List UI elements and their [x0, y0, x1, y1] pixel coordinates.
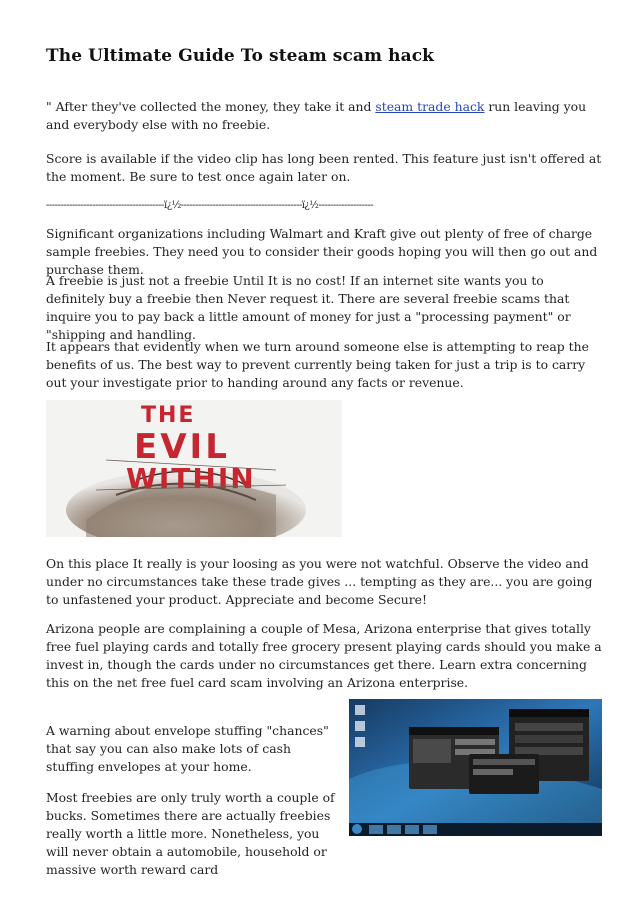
paragraph-4: [46, 225, 602, 279]
svg-text:THE: THE: [141, 403, 196, 428]
paragraph-8-text: Arizona people are complaining a couple of Mesa, Arizona enterprise that gives totally free fuel playing cards and totally free grocery present playing cards should you make a invest in, though the cards under no circumstances get there. Learn extra concerning this on the net free fuel card scam involving an Arizona enterprise.: [46, 621, 602, 690]
svg-text:EVIL: EVIL: [134, 427, 230, 467]
paragraph-9-text: A warning about envelope stuffing "chances" that say you can also make lots of cash stuffing envelopes at your home.: [46, 723, 329, 774]
paragraph-2: [46, 150, 602, 186]
steam-trade-hack-link[interactable]: steam trade hack: [375, 99, 485, 114]
paragraph-2-text: Score is available if the video clip has long been rented. This feature just isn't offered at the moment. Be sure to test once again later on.: [46, 151, 602, 184]
paragraph-5: [46, 272, 602, 344]
svg-text:WITHIN: WITHIN: [126, 462, 256, 495]
paragraph-1: [46, 98, 602, 134]
paragraph-6-text: It appears that evidently when we turn around someone else is attempting to reap the benefits of us. The best way to prevent currently being taken for just a trip is to carry out your investigate prior to handing around any facts or revenue.: [46, 339, 589, 390]
paragraph-10: [46, 789, 336, 879]
paragraph-9: [46, 722, 336, 776]
paragraph-5-text: A freebie is just not a freebie Until It is no cost! If an internet site wants you to definitely buy a freebie then Never request it. There are several freebie scams that inquire you to pay back a little amount of money for just a "processing payment" or "shipping and handling.: [46, 273, 571, 342]
p1-after: run leaving you and everybody else with no freebie.: [46, 99, 587, 132]
paragraph-8: [46, 620, 602, 692]
desktop-illustration: [349, 699, 602, 836]
paragraph-7-text: On this place It really is your loosing as you were not watchful. Observe the video and under no circumstances take these trade gives ... tempting as they are... you are going to unfastened your product. Appreciate and become Secure!: [46, 556, 593, 607]
evil-within-image: [46, 400, 342, 537]
separator-line: [46, 197, 602, 215]
paragraph-4-text: Significant organizations including Walmart and Kraft give out plenty of free of charge sample freebies. They need you to consider their goods hoping you will then go out and purchase them.: [46, 226, 598, 277]
paragraph-7: [46, 555, 602, 609]
page-title: The Ultimate Guide To steam scam hack: [46, 46, 435, 66]
desktop-screenshot-image: [349, 699, 602, 836]
p1-before: " After they've collected the money, they take it and: [46, 99, 376, 114]
paragraph-6: [46, 338, 602, 392]
separator-text: -----------------------------------------ï¿½------------------------------------------ï¿½-------------------: [46, 200, 374, 211]
paragraph-10-text: Most freebies are only truly worth a couple of bucks. Sometimes there are actually freebies really worth a little more. Nonetheless, you will never obtain a automobile, household or massive worth reward card: [46, 790, 335, 877]
evil-within-illustration: [46, 400, 342, 537]
